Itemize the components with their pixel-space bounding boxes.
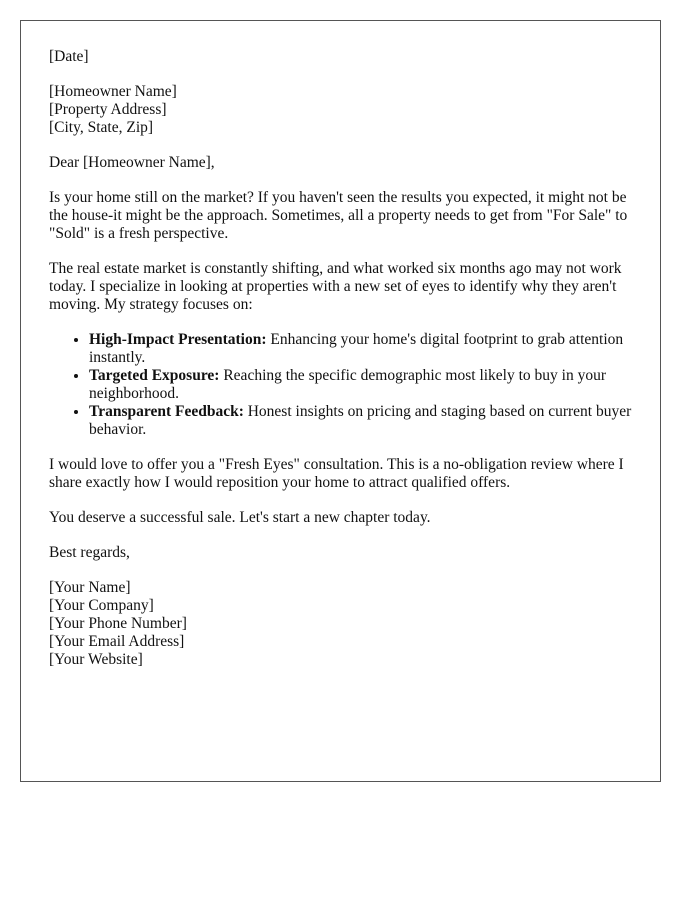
strategy-list bbox=[49, 331, 633, 439]
body-paragraph: The real estate market is constantly shifting, and what worked six months ago may not work today. I specialize in looking at properties with a new set of eyes to identify why they aren't moving. My strategy focuses on: bbox=[49, 260, 622, 313]
salutation: Dear [Homeowner Name], bbox=[49, 154, 215, 171]
list-item-text: Honest insights on pricing and staging based on current buyer behavior. bbox=[89, 403, 632, 438]
list-item-title: Targeted Exposure: bbox=[89, 367, 220, 384]
signature-block bbox=[49, 579, 633, 669]
list-item-title: Transparent Feedback: bbox=[89, 403, 244, 420]
list-item bbox=[89, 403, 633, 439]
list-item bbox=[89, 367, 633, 403]
recipient-city-state-zip: [City, State, Zip] bbox=[49, 119, 154, 136]
recipient-address bbox=[49, 83, 633, 137]
list-item-text: Reaching the specific demographic most likely to buy in your neighborhood. bbox=[89, 367, 607, 402]
list-item-text: Enhancing your home's digital footprint to grab attention instantly. bbox=[89, 331, 624, 366]
date: [Date] bbox=[49, 48, 89, 65]
sender-company: [Your Company] bbox=[49, 597, 154, 614]
body-paragraph: You deserve a successful sale. Let's start a new chapter today. bbox=[49, 509, 431, 526]
list-item-title: High-Impact Presentation: bbox=[89, 331, 267, 348]
sender-phone: [Your Phone Number] bbox=[49, 615, 187, 632]
list-item bbox=[89, 331, 633, 367]
sender-email: [Your Email Address] bbox=[49, 633, 185, 650]
recipient-name: [Homeowner Name] bbox=[49, 83, 177, 100]
body-paragraph: I would love to offer you a "Fresh Eyes" consultation. This is a no-obligation review where I share exactly how I would reposition your home to attract qualified offers. bbox=[49, 456, 624, 491]
body-paragraph: Is your home still on the market? If you haven't seen the results you expected, it might not be the house-it might be the approach. Sometimes, all a property needs to get from "For Sale" to "Sold" is a fresh perspective. bbox=[49, 189, 628, 242]
recipient-property-address: [Property Address] bbox=[49, 101, 167, 118]
letter-page bbox=[20, 20, 661, 782]
signoff: Best regards, bbox=[49, 544, 130, 561]
sender-website: [Your Website] bbox=[49, 651, 143, 668]
sender-name: [Your Name] bbox=[49, 579, 131, 596]
